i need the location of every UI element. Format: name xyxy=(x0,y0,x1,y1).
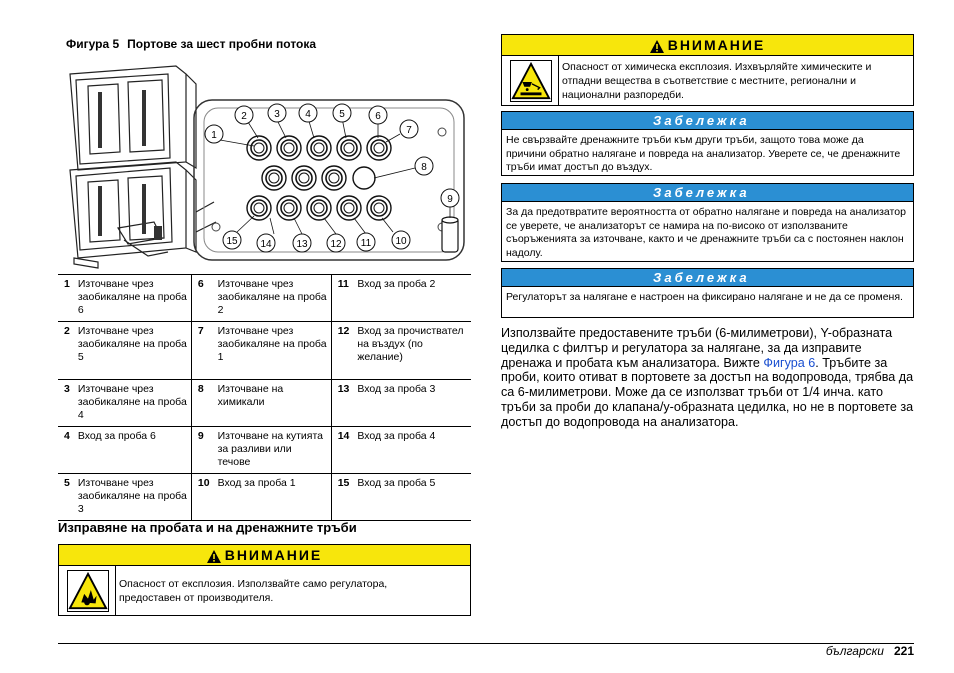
figure-ports-diagram xyxy=(58,62,468,272)
callout-1: 1 xyxy=(211,130,217,141)
paragraph-text: . Тръбите за проби, които отиват в портовете за достъп на водопровода, трябва да са 6-милиметрови. Може да се използват тръби от 1/4 инча. като тръби за проби до клапана/у-образната цедилка, но не в портовете за достъп до водопровода на анализатора. xyxy=(501,355,914,429)
paragraph-text: Използвайте предоставените тръби (6-милиметрови), Y-образната цедилка с филтър и регулатора за налягане, за да изправите дренажа и пробата към анализатора. Вижте xyxy=(501,326,893,370)
callout-9: 9 xyxy=(447,194,453,205)
warning-text: Опасност от химическа експлозия. Изхвърляйте химическите и отпадни вещества в съответствие с местните, регионални и национални разпоредби. xyxy=(562,61,872,101)
legend-number: 8 xyxy=(191,380,211,427)
explosion-hazard-icon xyxy=(67,570,109,612)
callout-2: 2 xyxy=(241,111,247,122)
callout-13: 13 xyxy=(296,239,308,250)
legend-text: Източване чрез заобикаляне на проба 6 xyxy=(72,275,192,322)
section-heading: Изправяне на пробата и на дренажните тръби xyxy=(58,520,357,535)
note-text: Не свързвайте дренажните тръби към други тръби, защото това може да причини обратно налягане и повреда на анализатор. Уверете се, че дренажните тръби имат достъп до въздух. xyxy=(506,134,901,173)
callout-15: 15 xyxy=(226,236,238,247)
figure-title xyxy=(66,37,316,51)
callout-3: 3 xyxy=(274,109,280,120)
warning-bar xyxy=(59,545,470,566)
divider xyxy=(558,56,559,106)
legend-text: Източване чрез заобикаляне на проба 3 xyxy=(72,474,192,521)
legend-number: 2 xyxy=(58,322,72,380)
warning-chemical xyxy=(501,34,914,106)
port-9-fitting xyxy=(442,217,458,252)
ports xyxy=(247,136,391,220)
legend-text: Вход за проба 3 xyxy=(351,380,471,427)
legend-number: 14 xyxy=(331,427,351,474)
figure-label: Фигура 5 xyxy=(66,37,120,51)
legend-row xyxy=(58,427,471,474)
note-title: Забележка xyxy=(502,269,913,287)
legend-row xyxy=(58,322,471,380)
warning-body xyxy=(59,566,470,616)
note-text: За да предотвратите вероятността от обратно налягане и повреда на анализатор се уверете, че анализаторът се намира на по-високо от използваните съоръженията за източване, както и че дренажните тръби са с постоянен наклон надолу. xyxy=(506,206,906,259)
legend-number: 9 xyxy=(191,427,211,474)
body-paragraph xyxy=(501,326,915,430)
callout-4: 4 xyxy=(305,109,311,120)
legend-number: 1 xyxy=(58,275,72,322)
warning-title: ВНИМАНИЕ xyxy=(224,547,323,563)
legend-text: Източване на химикали xyxy=(212,380,332,427)
callout-6: 6 xyxy=(375,111,381,122)
legend-text: Източване чрез заобикаляне на проба 4 xyxy=(72,380,192,427)
note-box xyxy=(501,268,914,318)
legend-table xyxy=(58,274,471,521)
legend-text: Източване чрез заобикаляне на проба 2 xyxy=(212,275,332,322)
callout-8: 8 xyxy=(421,162,427,173)
warning-triangle-icon xyxy=(207,550,221,563)
legend-text: Вход за проба 4 xyxy=(351,427,471,474)
page-number: 221 xyxy=(893,644,914,658)
callout-10: 10 xyxy=(395,236,407,247)
note-box xyxy=(501,111,914,176)
figure-caption: Портове за шест пробни потока xyxy=(127,37,317,51)
legend-row xyxy=(58,275,471,322)
divider xyxy=(115,566,116,616)
footer xyxy=(826,644,914,658)
legend-number: 11 xyxy=(331,275,351,322)
legend-number: 13 xyxy=(331,380,351,427)
callout-11: 11 xyxy=(360,238,372,249)
warning-bar xyxy=(502,35,913,56)
callout-5: 5 xyxy=(339,109,345,120)
note-box xyxy=(501,183,914,262)
legend-number: 15 xyxy=(331,474,351,521)
legend-text: Вход за прочиствател на въздух (по желание) xyxy=(351,322,471,380)
legend-text: Източване чрез заобикаляне на проба 1 xyxy=(212,322,332,380)
legend-text: Вход за проба 1 xyxy=(212,474,332,521)
legend-row xyxy=(58,380,471,427)
legend-text: Източване на кутията за разливи или течове xyxy=(212,427,332,474)
legend-number: 5 xyxy=(58,474,72,521)
warning-body xyxy=(502,56,913,106)
callout-7: 7 xyxy=(406,125,412,136)
legend-text: Вход за проба 6 xyxy=(72,427,192,474)
warning-title: ВНИМАНИЕ xyxy=(667,37,766,53)
legend-number: 4 xyxy=(58,427,72,474)
legend-text: Източване чрез заобикаляне на проба 5 xyxy=(72,322,192,380)
callout-12: 12 xyxy=(330,239,342,250)
callout-14: 14 xyxy=(260,239,272,250)
warning-triangle-icon xyxy=(650,40,664,53)
footer-divider xyxy=(58,643,914,644)
legend-number: 6 xyxy=(191,275,211,322)
legend-text: Вход за проба 5 xyxy=(351,474,471,521)
warning-text: Опасност от експлозия. Използвайте само регулатора, предоставен от производителя. xyxy=(119,578,388,604)
note-title: Забележка xyxy=(502,184,913,202)
figure-6-link[interactable]: Фигура 6 xyxy=(763,355,816,370)
legend-row xyxy=(58,474,471,521)
legend-text: Вход за проба 2 xyxy=(351,275,471,322)
legend-number: 12 xyxy=(331,322,351,380)
legend-number: 7 xyxy=(191,322,211,380)
warning-explosion xyxy=(58,544,471,616)
legend-number: 10 xyxy=(191,474,211,521)
footer-language: български xyxy=(825,644,884,658)
chemical-hazard-icon xyxy=(510,60,552,102)
legend-number: 3 xyxy=(58,380,72,427)
note-title: Забележка xyxy=(502,112,913,130)
note-text: Регулаторът за налягане е настроен на фиксирано налягане и не да се променя. xyxy=(506,291,903,303)
